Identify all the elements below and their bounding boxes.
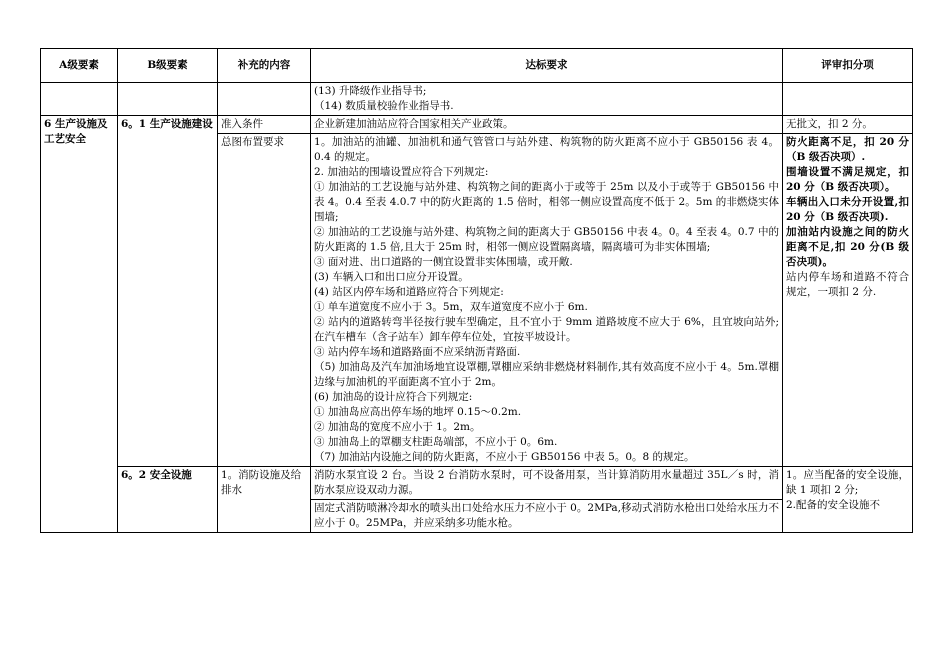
header-supplement: 补充的内容: [218, 49, 311, 83]
table-row: [41, 467, 913, 500]
b-element-cell: 6。2 安全设施: [118, 467, 218, 533]
requirement-line: ② 加油岛的宽度不应小于 1。2m。: [314, 421, 481, 433]
table-row: [41, 116, 913, 134]
score-line: 车辆出入口未分开设置,扣 20 分（B 级否决项).: [786, 196, 909, 223]
standard-table: [40, 48, 913, 533]
supplement-cell: 准入条件: [218, 116, 311, 134]
b-element-cell: 6。1 生产设施建设: [118, 116, 218, 467]
supplement-cell: 1。消防设施及给排水: [218, 467, 311, 533]
requirement-line: ② 加油站的工艺设施与站外建、构筑物之间的距离大于 GB50156 中表 4。0。4 至表 4。0.7 中的防火距离的 1.5 倍,且大于 25m 时，相邻一侧应设置隔离墙，隔离墙可为非实体围墙;: [314, 226, 779, 253]
empty-cell: [783, 83, 913, 116]
requirement-line: ① 加油站的工艺设施与站外建、构筑物之间的距离小于或等于 25m 以及小于或等于 GB50156 中表 4。0.4 至表 4.0.7 中的防火距离的 1.5 倍时，相邻一侧应设置高度不低于 2。5m 的非燃烧实体围墙;: [314, 181, 779, 223]
score-cell: 无批文，扣 2 分。: [783, 116, 913, 134]
requirement-cell: [311, 83, 783, 116]
requirement-line: （14) 数质量校验作业指导书.: [314, 100, 454, 112]
empty-cell: [118, 83, 218, 116]
requirement-line: ③ 加油岛上的罩棚支柱距岛端部，不应小于 0。6m.: [314, 436, 558, 448]
requirement-line: ② 站内的道路转弯半径按行驶车型确定，且不宜小于 9mm 道路坡度不应大于 6%，且宜坡向站外;在汽车槽车（含子站车）卸车停车位处，宜按平坡设计。: [314, 316, 779, 343]
empty-cell: [218, 83, 311, 116]
header-score: 评审扣分项: [783, 49, 913, 83]
a-element-cell: 6 生产设施及工艺安全: [41, 116, 118, 533]
empty-cell: [41, 83, 118, 116]
requirement-cell: 消防水泵宜设 2 台。当设 2 台消防水泵时，可不设备用泵，当计算消防用水量超过 35L／s 时，消防水泵应设双动力源。: [311, 467, 783, 500]
header-requirement: 达标要求: [311, 49, 783, 83]
requirement-line: ③ 面对进、出口道路的一侧宜设置非实体围墙，或开敞.: [314, 256, 573, 268]
requirement-line: (3) 车辆入口和出口应分开设置。: [314, 271, 469, 283]
requirement-line: 1。加油站的油罐、加油机和通气管管口与站外建、构筑物的防火距离不应小于 GB50156 表 4。0.4 的规定。: [314, 136, 779, 163]
requirement-cell: 企业新建加油站应符合国家相关产业政策。: [311, 116, 783, 134]
requirement-cell: [311, 134, 783, 467]
requirement-line: 2. 加油站的围墙设置应符合下列规定:: [314, 166, 489, 178]
requirement-line: (4) 站区内停车场和道路应符合下列规定:: [314, 286, 504, 298]
requirement-line: ③ 站内停车场和道路路面不应采纳沥青路面.: [314, 346, 521, 358]
requirement-line: (6) 加油岛的设计应符合下列规定:: [314, 391, 473, 403]
score-line: 加油站内设施之间的防火距离不足,扣 20 分(B 级否决项)。: [786, 226, 909, 268]
supplement-cell: 总图布置要求: [218, 134, 311, 467]
requirement-line: （5) 加油岛及汽车加油场地宜设罩棚,罩棚应采纳非燃烧材料制作,其有效高度不应小于 4。5m.罩棚边缘与加油机的平面距离不宜小于 2m。: [314, 361, 779, 388]
header-row: [41, 49, 913, 83]
requirement-line: （7) 加油站内设施之间的防火距离，不应小于 GB50156 中表 5。0。8 的规定。: [314, 451, 695, 463]
header-b-element: B级要素: [118, 49, 218, 83]
requirement-line: (13) 升降级作业指导书;: [314, 85, 427, 97]
score-line: 1。应当配备的安全设施，缺 1 项扣 2 分;: [786, 469, 909, 496]
score-line: 围墙设置不满足规定，扣 20 分（B 级否决项）。: [786, 166, 909, 193]
requirement-line: ① 加油岛应高出停车场的地坪 0.15～0.2m.: [314, 406, 522, 418]
score-cell: [783, 134, 913, 467]
score-cell: [783, 467, 913, 533]
header-a-element: A级要素: [41, 49, 118, 83]
table-row: [41, 83, 913, 116]
requirement-line: ① 单车道宽度不应小于 3。5m，双车道宽度不应小于 6m.: [314, 301, 588, 313]
requirement-cell: 固定式消防喷淋冷却水的喷头出口处给水压力不应小于 0。2MPa,移动式消防水枪出口处给水压力不应小于 0。25MPa，并应采纳多功能水枪。: [311, 500, 783, 533]
score-line: 站内停车场和道路不符合规定，一项扣 2 分.: [786, 271, 909, 298]
score-line: 防火距离不足，扣 20 分（B 级否决项）.: [786, 136, 909, 163]
score-line: 2.配备的安全设施不: [786, 499, 881, 511]
